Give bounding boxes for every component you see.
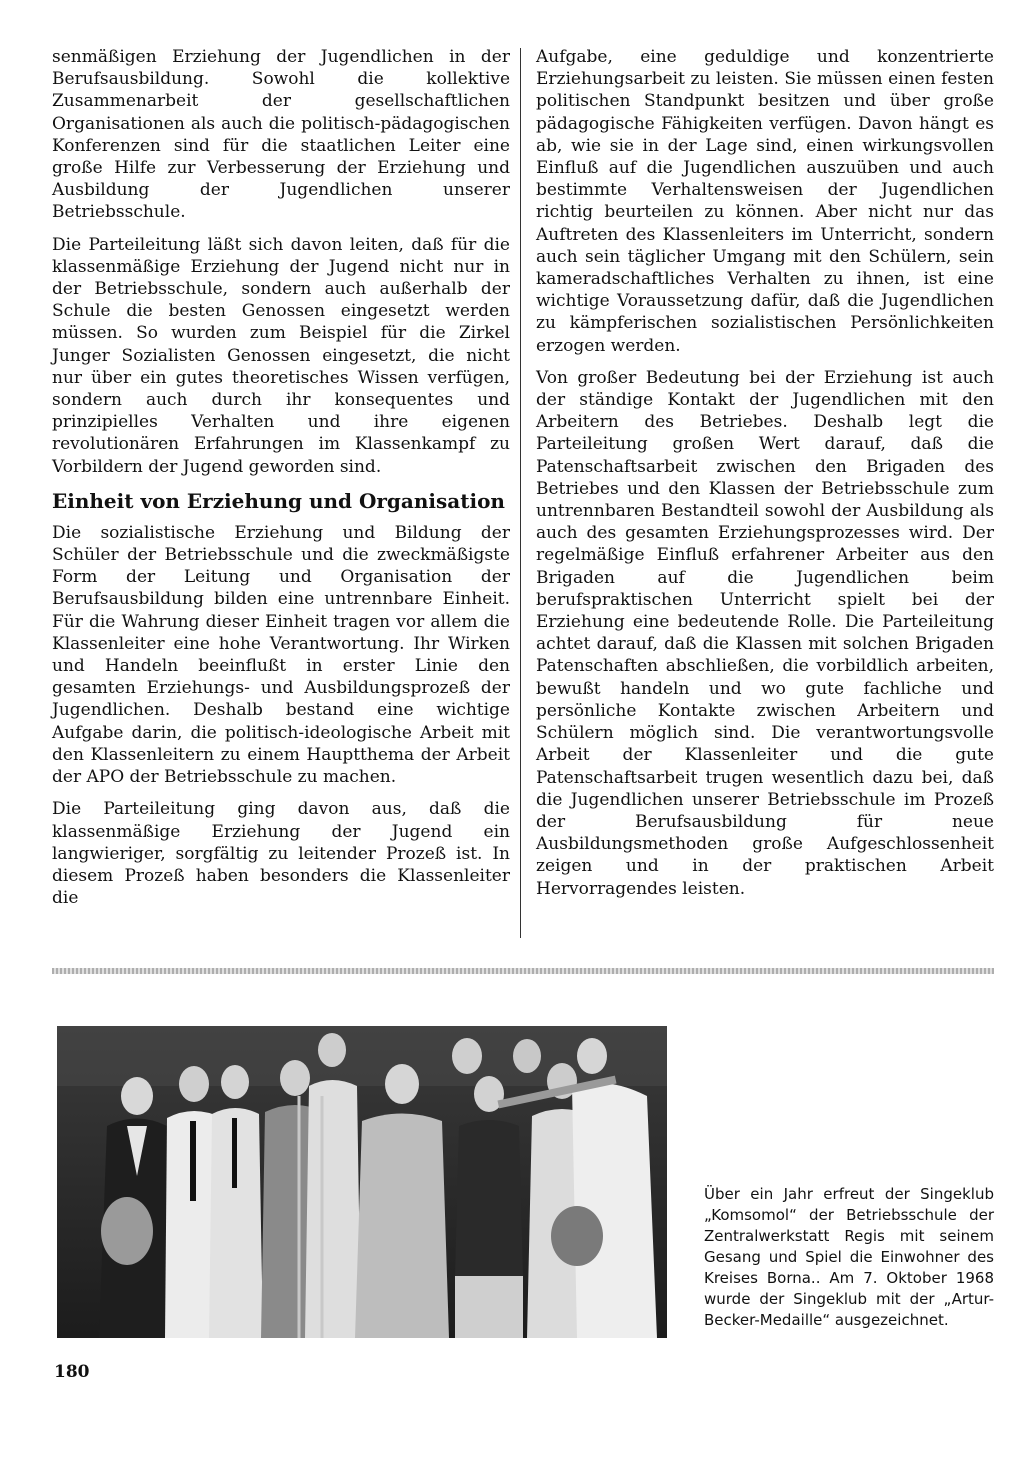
choir-photo-image [57,1026,667,1338]
left-column [52,46,510,919]
paragraph: Von großer Bedeutung bei der Erziehung ist auch der ständige Kontakt der Jugendlichen mit den Arbeitern des Betriebes. Deshalb legt die Parteileitung großen Wert darauf, daß die Patenschaftsarbeit zwischen den Brigaden des Betriebes und den Klassen der Betriebsschule zum untrennbaren Bestandteil sowohl der Ausbildung als auch des gesamten Erziehungsprozesses wird. Der regelmäßige Einfluß erfahrener Arbeiter aus den Brigaden auf die Jugendlichen beim berufspraktischen Unterricht spielt bei der Erziehung eine bedeutende Rolle. Die Parteileitung achtet darauf, daß die Klassen mit solchen Brigaden Patenschaften abschließen, die vorbildlich arbeiten, bewußt handeln und wo gute fachliche und persönliche Kontakte zwischen Arbeitern und Schülern möglich sind. Die verantwortungsvolle Arbeit der Klassenleiter und die gute Patenschaftsarbeit trugen wesentlich dazu bei, daß die Jugendlichen unserer Betriebsschule im Prozeß der Berufsausbildung für neue Ausbildungsmethoden große Aufgeschlossenheit zeigen und in der praktischen Arbeit Hervorragendes leisten. [536,367,994,899]
right-column [536,46,994,910]
column-divider [520,48,521,938]
section-heading: Einheit von Erziehung und Organisation [52,488,505,513]
photo-caption: Über ein Jahr erfreut der Singeklub „Komsomol“ der Betriebsschule der Zentralwerkstatt Regis mit seinem Gesang und Spiel die Einwohner des Kreises Borna.. Am 7. Oktober 1968 wurde der Singeklub mit der „Artur-Becker-Medaille“ ausgezeichnet. [704,1185,994,1329]
paragraph: Aufgabe, eine geduldige und konzentrierte Erziehungsarbeit zu leisten. Sie müssen einen festen politischen Standpunkt besitzen und über große pädagogische Fähigkeiten verfügen. Davon hängt es ab, wie sie in der Lage sind, einen wirkungsvollen Einfluß auf die Jugendlichen auszuüben und auch bestimmte Verhaltensweisen der Jugendlichen richtig beurteilen zu können. Aber nicht nur das Auftreten des Klassenleiters im Unterricht, sondern auch sein täglicher Umgang mit den Schülern, sein kameradschaftliches Verhalten zu ihnen, ist eine wichtige Voraussetzung dafür, daß die Jugendlichen zu kämpferischen sozialistischen Persönlichkeiten erzogen werden. [536,47,994,356]
page-number: 180 [54,1362,90,1382]
section-divider [52,968,994,974]
paragraph: Die Parteileitung ging davon aus, daß die klassenmäßige Erziehung der Jugend ein langwieriger, sorgfältig zu leitender Prozeß ist. In diesem Prozeß haben besonders die Klassenleiter die [52,799,510,909]
paragraph: senmäßigen Erziehung der Jugendlichen in der Berufsausbildung. Sowohl die kollektive Zusammenarbeit der gesellschaftlichen Organisationen als auch die politisch-pädagogischen Konferenzen sind für die staatlichen Leiter eine große Hilfe zur Verbesserung der Erziehung und Ausbildung der Jugendlichen unserer Betriebsschule. [52,47,510,223]
choir-photo [57,1026,667,1338]
paragraph: Die Parteileitung läßt sich davon leiten, daß für die klassenmäßige Erziehung der Jugend nicht nur in der Betriebsschule, sondern auch außerhalb der Schule die besten Genossen eingesetzt werden müssen. So wurden zum Beispiel für die Zirkel Junger Sozialisten Genossen eingesetzt, die nicht nur über ein gutes theoretisches Wissen verfügen, sondern auch durch ihr konsequentes und prinzipielles Verhalten und ihre eigenen revolutionären Erfahrungen im Klassenkampf zu Vorbildern der Jugend geworden sind. [52,234,510,477]
paragraph: Die sozialistische Erziehung und Bildung der Schüler der Betriebsschule und die zweckmäßigste Form der Leitung und Organisation der Berufsausbildung bilden eine untrennbare Einheit. Für die Wahrung dieser Einheit tragen vor allem die Klassenleiter eine hohe Verantwortung. Ihr Wirken und Handeln beeinflußt in erster Linie den gesamten Erziehungs- und Ausbildungsprozeß der Jugendlichen. Deshalb bestand eine wichtige Aufgabe darin, die politisch-ideologische Arbeit mit den Klassenleitern zu einem Hauptthema der Arbeit der APO der Betriebsschule zu machen. [52,522,510,788]
